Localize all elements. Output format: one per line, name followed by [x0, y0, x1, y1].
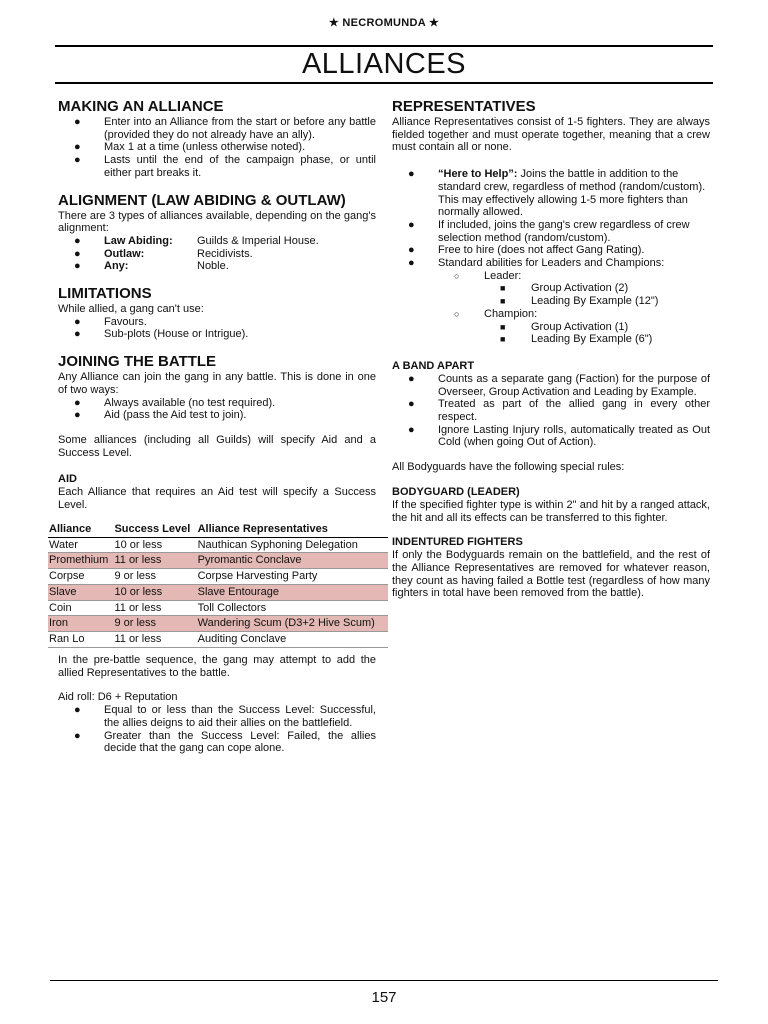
band-apart-list [392, 373, 710, 449]
list-item: ■ Leading By Example (6") [500, 333, 653, 346]
representatives-text: Alliance Representatives consist of 1-5 fighters. They are always fielded together and must operate together, meaning that a crew must contain all or none. [392, 116, 710, 154]
list-item: ● Law Abiding: Guilds & Imperial House. [74, 234, 319, 247]
making-heading: MAKING AN ALLIANCE [58, 98, 224, 115]
indentured-heading: INDENTURED FIGHTERS [392, 536, 523, 549]
list-item: ● If included, joins the gang's crew regardless of crew selection method (random/custom). [408, 218, 690, 244]
column-header: Success Level [113, 522, 196, 537]
alliance-cell: Corpse [48, 569, 113, 585]
level-cell: 9 or less [113, 616, 196, 632]
reps-cell: Nauthican Syphoning Delegation [197, 537, 388, 553]
joining-list [58, 397, 376, 422]
title-rule-top [55, 45, 713, 47]
table-header-row [48, 522, 388, 537]
prebattle-section [58, 654, 376, 755]
list-item: ■ Group Activation (1) [500, 320, 629, 333]
column-header: Alliance [48, 522, 113, 537]
reps-cell: Wandering Scum (D3+2 Hive Scum) [197, 616, 388, 632]
alliance-cell: Ran Lo [48, 631, 113, 647]
champion-item: ○ Champion: [454, 307, 538, 320]
limitations-intro: While allied, a gang can't use: [58, 303, 204, 316]
table-row [48, 631, 388, 647]
list-item: ● “Here to Help”: Joins the battle in addition to the standard crew, regardless of method (random/custom). This may effectively allowing 1-5 more fighters than normally allowed. [408, 168, 706, 219]
footer-rule [50, 980, 718, 981]
alliance-cell: Coin [48, 600, 113, 616]
list-item: ● Ignore Lasting Injury rolls, automatically treated as Out Cold (when going Out of Action). [408, 423, 710, 449]
limitations-list [58, 316, 376, 341]
list-item: ● Outlaw: Recidivists. [74, 247, 253, 260]
list-item: ● Equal to or less than the Success Level: Successful, the allies deigns to aid their allies on the battlefield. [74, 704, 376, 729]
list-item: ● Free to hire (does not affect Gang Rating). [408, 244, 645, 257]
list-item: ● Favours. [74, 315, 147, 328]
list-item: ● Aid (pass the Aid test to join). [74, 409, 247, 422]
page-title: ALLIANCES [301, 48, 467, 80]
aid-roll: Aid roll: D6 + Reputation [58, 691, 178, 704]
indentured-text: If only the Bodyguards remain on the battlefield, and the rest of the Alliance Representatives are removed for whatever reason, they count as having failed a Bottle test (regardless of how many fighters in total have been removed from the battle). [392, 549, 710, 600]
reps-cell: Toll Collectors [197, 600, 388, 616]
bodyguards-note: All Bodyguards have the following special rules: [392, 461, 625, 474]
alliance-table [48, 522, 388, 648]
alliance-cell: Water [48, 537, 113, 553]
alignment-intro: There are 3 types of alliances available, depending on the gang's alignment: [58, 209, 376, 235]
limitations-heading: LIMITATIONS [58, 285, 152, 303]
band-apart-heading: A BAND APART [392, 359, 475, 372]
alliance-cell: Slave [48, 584, 113, 600]
book-title: ★ NECROMUNDA ★ [328, 17, 440, 29]
level-cell: 10 or less [113, 584, 196, 600]
page-number: 157 [371, 989, 397, 1006]
alliance-cell: Iron [48, 616, 113, 632]
list-item: ● Sub-plots (House or Intrigue). [74, 328, 249, 341]
table-row [48, 616, 388, 632]
level-cell: 9 or less [113, 569, 196, 585]
list-item: ● Always available (no test required). [74, 396, 276, 409]
leader-item: ○ Leader: [454, 269, 522, 282]
title-rule-bottom [55, 82, 713, 84]
list-item: ● Enter into an Alliance from the start or before any battle (provided they do not already have an ally). [74, 116, 376, 141]
representatives-heading: REPRESENTATIVES [392, 98, 536, 115]
reps-cell: Auditing Conclave [197, 631, 388, 647]
table-row [48, 600, 388, 616]
table-row [48, 584, 388, 600]
level-cell: 11 or less [113, 631, 196, 647]
list-item: ● Any: Noble. [74, 260, 229, 273]
level-cell: 10 or less [113, 537, 196, 553]
joining-heading: JOINING THE BATTLE [58, 353, 217, 371]
list-item: ● Lasts until the end of the campaign phase, or until either part breaks it. [74, 154, 376, 179]
reps-cell: Pyromantic Conclave [197, 553, 388, 569]
list-item: ■ Group Activation (2) [500, 282, 629, 295]
aid-heading: AID [58, 473, 77, 486]
right-column [392, 98, 710, 600]
prebattle-text: In the pre-battle sequence, the gang may attempt to add the allied Representatives to the battle. [58, 654, 376, 679]
bodyguard-text: If the specified fighter type is within 2" and hit by a ranged attack, the hit and all its effects can be transferred to this fighter. [392, 498, 710, 524]
joining-note: Some alliances (including all Guilds) will specify Aid and a Success Level. [58, 433, 376, 459]
alliance-cell: Promethium [48, 553, 113, 569]
joining-intro: Any Alliance can join the gang in any battle. This is done in one of two ways: [58, 371, 376, 396]
representatives-list [392, 168, 710, 270]
list-item: ● Max 1 at a time (unless otherwise noted). [74, 141, 306, 154]
alignment-list [58, 235, 376, 273]
reps-cell: Slave Entourage [197, 584, 388, 600]
list-item: ● Greater than the Success Level: Failed, the allies decide that the gang can cope alone. [74, 729, 376, 755]
list-item: ● Counts as a separate gang (Faction) for the purpose of Overseer, Group Activation and Leading by Example. [408, 372, 710, 398]
table-row [48, 569, 388, 585]
list-item: ● Treated as part of the allied gang in every other respect. [408, 398, 710, 424]
alignment-heading: ALIGNMENT (LAW ABIDING & OUTLAW) [58, 191, 346, 209]
level-cell: 11 or less [113, 553, 196, 569]
level-cell: 11 or less [113, 600, 196, 616]
list-item: ■ Leading By Example (12") [500, 295, 659, 308]
aid-roll-list [58, 704, 376, 755]
reps-cell: Corpse Harvesting Party [197, 569, 388, 585]
column-header: Alliance Representatives [197, 522, 388, 537]
bodyguard-heading: BODYGUARD (LEADER) [392, 485, 520, 498]
making-list [58, 116, 376, 180]
list-item: ● Standard abilities for Leaders and Champions: [408, 257, 665, 270]
table-row [48, 537, 388, 553]
left-column [58, 98, 376, 512]
aid-text: Each Alliance that requires an Aid test will specify a Success Level. [58, 486, 376, 512]
table-row [48, 553, 388, 569]
